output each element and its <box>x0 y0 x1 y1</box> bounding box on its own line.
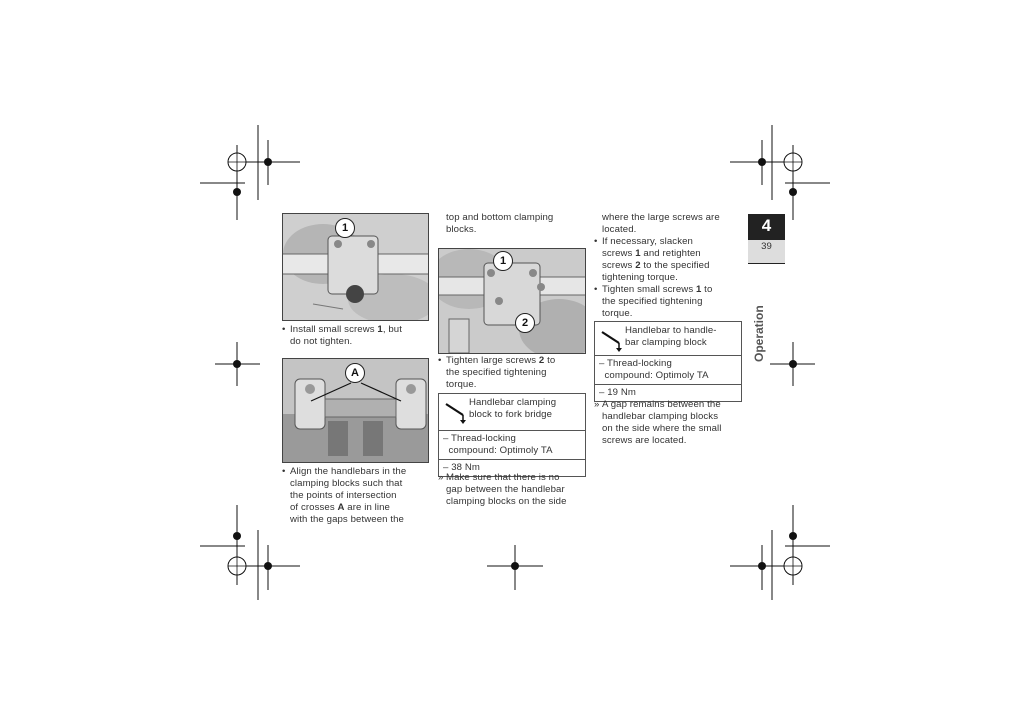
chapter-number: 4 <box>761 216 772 235</box>
photo-handlebar-top <box>282 213 429 321</box>
page-number: 39 <box>748 240 785 263</box>
note-gap-remains: » A gap remains between the handlebar clamping blocks on the side where the small screws are located. <box>594 399 722 446</box>
section-title: Operation <box>752 305 766 362</box>
callout-A: A <box>345 363 365 383</box>
photo-clamping-blocks <box>282 358 429 463</box>
torque-spec-fork-bridge: Handlebar clamping block to fork bridge – Thread-locking compound: Optimoly TA – 38 Nm <box>438 393 586 477</box>
photo-clamp-screws <box>438 248 586 354</box>
col3-continuation: where the large screws are located. <box>602 212 720 235</box>
step-slacken-retighten: • If necessary, slacken screws 1 and retighten screws 2 to the specified tightening torque. <box>594 236 710 283</box>
step-tighten-large-screws: • Tighten large screws 2 to the specified tightening torque. <box>438 355 556 390</box>
callout-1: 1 <box>335 218 355 238</box>
callout-1: 1 <box>493 251 513 271</box>
callout-2: 2 <box>515 313 535 333</box>
step-install-small-screws: • Install small screws 1, but do not tighten. <box>282 324 403 347</box>
torque-spec-handlebar: Handlebar to handle- bar clamping block – Thread-locking compound: Optimoly TA – 19 Nm <box>594 321 742 402</box>
chapter-tab <box>748 214 785 264</box>
col2-continuation: top and bottom clamping blocks. <box>446 212 554 235</box>
note-no-gap: » Make sure that there is no gap between the handlebar clamping blocks on the side <box>438 472 567 507</box>
step-tighten-small-screws: • Tighten small screws 1 to the specified tightening torque. <box>594 284 713 319</box>
step-align-handlebars: • Align the handlebars in the clamping blocks such that the points of intersection of crosses A are in line with the gaps between the <box>282 466 407 525</box>
